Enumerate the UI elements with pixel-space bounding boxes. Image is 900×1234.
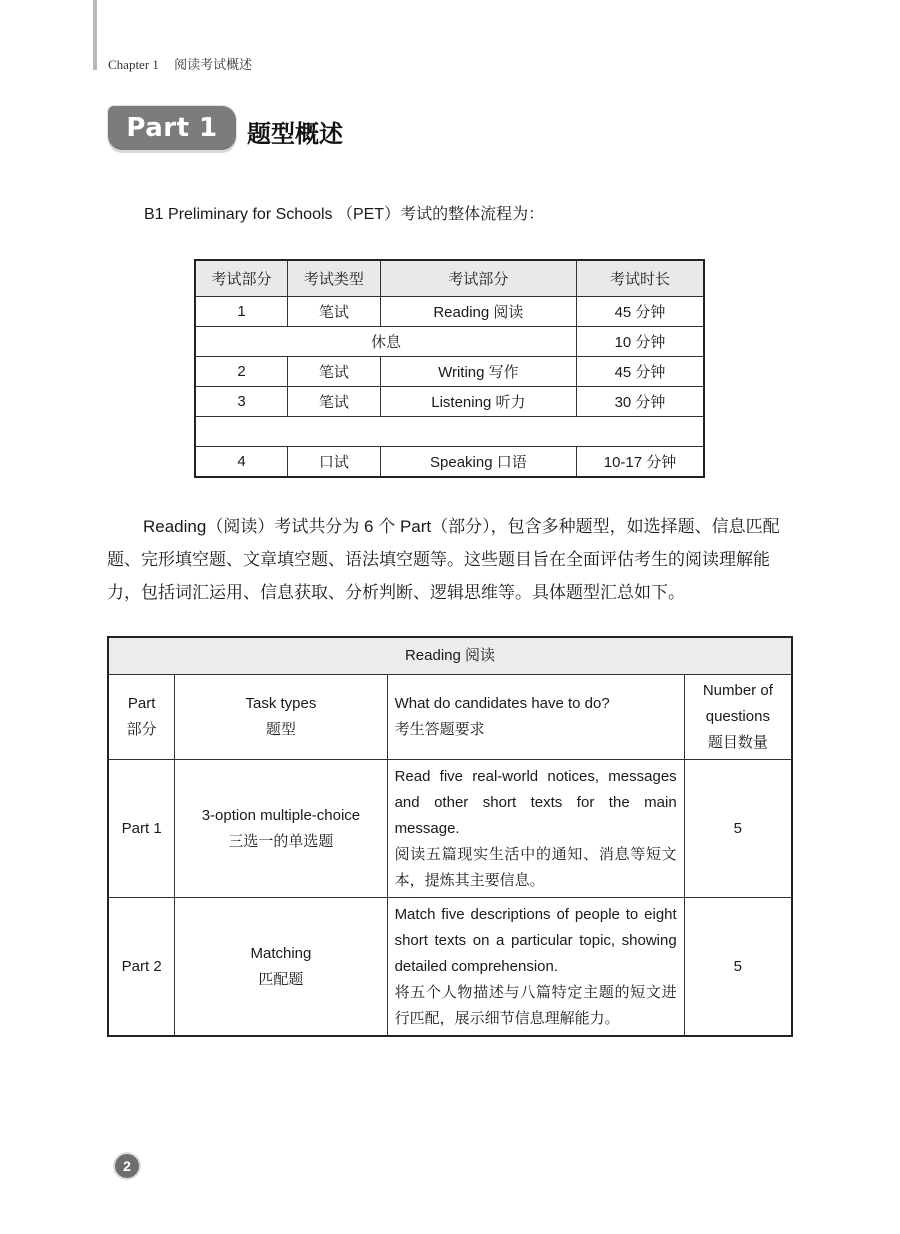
part-cell: 4 — [195, 447, 288, 478]
task-zh: 三选一的单选题 — [228, 832, 334, 850]
task-zh: 匹配题 — [258, 970, 304, 988]
header-todo-en: What do candidates have to do? — [394, 695, 610, 712]
header-todo — [387, 675, 684, 760]
header-todo-zh: 考生答题要求 — [394, 721, 485, 738]
table-row — [195, 297, 704, 327]
table-row — [195, 447, 704, 478]
duration-cell: 45 分钟 — [577, 297, 704, 327]
chapter-title: 阅读考试概述 — [174, 57, 253, 72]
table-header-row — [108, 675, 792, 760]
table-row — [108, 898, 792, 1037]
part-badge: Part 1 — [108, 106, 236, 150]
header-cell: 考试时长 — [577, 260, 704, 297]
exam-flow-table — [194, 259, 705, 478]
name-cell: Writing 写作 — [380, 357, 576, 387]
intro-text: B1 Preliminary for Schools （PET）考试的整体流程为： — [144, 206, 545, 223]
desc-en: Match five descriptions of people to eight short texts on a particular topic, showing detailed comprehension. — [394, 905, 677, 975]
desc-en: Read five real-world notices, messages and other short texts for the main message. — [394, 767, 677, 837]
part-cell: 3 — [195, 387, 288, 417]
header-task-zh: 题型 — [265, 721, 296, 738]
page-number: 2 — [115, 1154, 139, 1178]
running-head — [108, 54, 252, 73]
part-cell: 2 — [195, 357, 288, 387]
header-cell: 考试部分 — [380, 260, 576, 297]
table-row — [195, 387, 704, 417]
name-cell: Speaking 口语 — [380, 447, 576, 478]
table-header-row — [195, 260, 704, 297]
count-cell: 5 — [684, 760, 792, 898]
type-cell: 笔试 — [288, 297, 381, 327]
desc-zh: 阅读五篇现实生活中的通知、消息等短文本，提炼其主要信息。 — [394, 845, 677, 889]
duration-cell: 10-17 分钟 — [577, 447, 704, 478]
body-paragraph: Reading（阅读）考试共分为 6 个 Part（部分），包含多种题型，如选择题、信息匹配题、完形填空题、文章填空题、语法填空题等。这些题目旨在全面评估考生的阅读理解能力，包括词汇运用、信息获取、分析判断、逻辑思维等。具体题型汇总如下。 — [107, 517, 780, 602]
task-cell — [175, 760, 387, 898]
table-row — [195, 357, 704, 387]
header-cell: 考试部分 — [195, 260, 288, 297]
duration-cell: 45 分钟 — [577, 357, 704, 387]
break-cell: 休息 — [195, 327, 577, 357]
header-part-en: Part — [127, 695, 156, 712]
part-cell: Part 2 — [108, 898, 175, 1037]
header-number-en-2: questions — [705, 708, 770, 725]
section-title: 题型概述 — [247, 121, 343, 148]
empty-cell — [195, 417, 704, 447]
duration-cell: 30 分钟 — [577, 387, 704, 417]
margin-rule — [93, 0, 97, 70]
header-part-zh: 部分 — [126, 721, 157, 738]
table-title: Reading 阅读 — [108, 637, 792, 675]
header-task-en: Task types — [245, 695, 317, 712]
chapter-label: Chapter 1 — [108, 57, 159, 72]
part-cell: Part 1 — [108, 760, 175, 898]
count-cell: 5 — [684, 898, 792, 1037]
desc-cell — [387, 898, 684, 1037]
table-title-row — [108, 637, 792, 675]
part-cell: 1 — [195, 297, 288, 327]
desc-cell — [387, 760, 684, 898]
type-cell: 笔试 — [288, 357, 381, 387]
task-cell — [175, 898, 387, 1037]
header-number — [684, 675, 792, 760]
header-part — [108, 675, 175, 760]
header-cell: 考试类型 — [288, 260, 381, 297]
desc-zh: 将五个人物描述与八篇特定主题的短文进行匹配，展示细节信息理解能力。 — [394, 983, 677, 1027]
table-row-empty — [195, 417, 704, 447]
name-cell: Reading 阅读 — [380, 297, 576, 327]
duration-cell: 10 分钟 — [577, 327, 704, 357]
task-en: 3-option multiple-choice — [201, 806, 361, 824]
header-number-en-1: Number of — [702, 682, 773, 699]
table-row-break — [195, 327, 704, 357]
reading-parts-table — [107, 636, 793, 1037]
header-task — [175, 675, 387, 760]
type-cell: 口试 — [288, 447, 381, 478]
table-row — [108, 760, 792, 898]
type-cell: 笔试 — [288, 387, 381, 417]
task-en: Matching — [250, 944, 312, 962]
header-number-zh: 题目数量 — [707, 734, 768, 751]
name-cell: Listening 听力 — [380, 387, 576, 417]
